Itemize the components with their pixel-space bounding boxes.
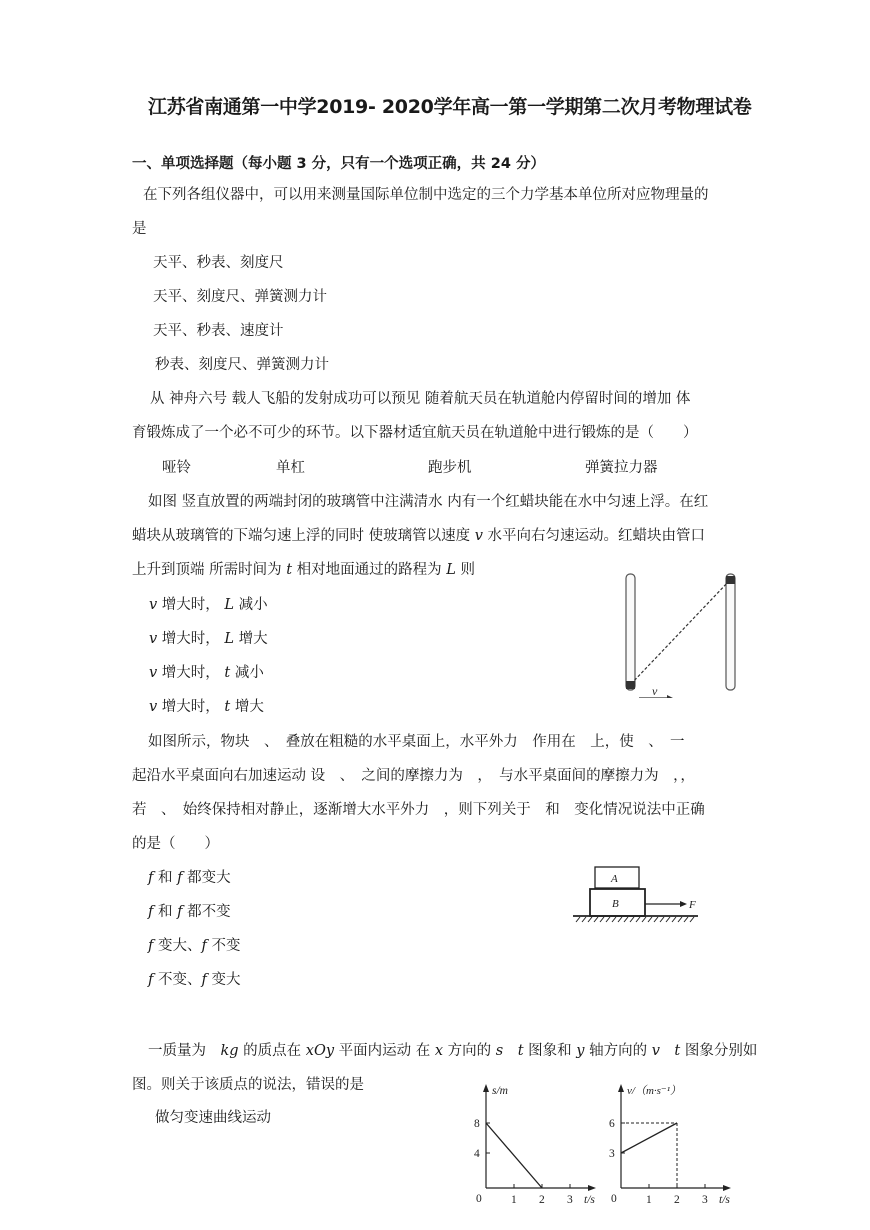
q3-text: 蜡块从玻璃管的下端匀速上浮的同时 使玻璃管以速度	[132, 528, 475, 544]
option-var: f	[201, 972, 207, 988]
q5-text	[503, 1043, 518, 1059]
question-3-line-3	[132, 558, 475, 579]
option-var: v	[149, 665, 158, 681]
q5-text: 轴方向的	[584, 1043, 652, 1059]
q5-var: v	[651, 1043, 660, 1059]
question-4-line-2: 起沿水平桌面向右加速运动 设 、 之间的摩擦力为 ， 与水平桌面间的摩擦力为 ，，	[132, 768, 695, 784]
x-tick-label: 1	[511, 1194, 517, 1205]
force-arrowhead	[680, 901, 687, 907]
option-text: 减小	[234, 597, 268, 613]
option-text: 和	[153, 870, 178, 886]
q5-var: xOy	[305, 1043, 335, 1059]
option-var: v	[149, 597, 158, 613]
q5-text: 平面内运动 在	[334, 1043, 435, 1059]
x-axis-label: t/s	[584, 1194, 595, 1205]
question-1-line-2: 是	[132, 221, 147, 237]
option-var: f	[177, 870, 183, 886]
option-text: 增大时，	[157, 597, 220, 613]
x-tick-label: 2	[674, 1194, 680, 1205]
option-text: 都不变	[182, 904, 231, 920]
q3-var-v: v	[474, 528, 483, 544]
question-3-option-d	[149, 695, 264, 716]
ground-hatching	[576, 917, 694, 922]
y-axis-label: s/m	[492, 1085, 508, 1097]
v-t-line	[621, 1123, 677, 1153]
left-tube-cap	[626, 681, 635, 689]
option-var: L	[224, 631, 235, 647]
option-var: v	[149, 631, 158, 647]
question-4-option-c	[148, 934, 240, 955]
question-1-option-b: 天平、刻度尺、弹簧测力计	[153, 289, 327, 305]
option-text: 变大	[206, 972, 241, 988]
q5-text: 图象分别如	[680, 1043, 758, 1059]
question-4-option-a	[148, 866, 231, 887]
question-2-option-a: 哑铃	[162, 460, 191, 476]
y-axis-arrow	[483, 1084, 489, 1092]
block-b-label: B	[612, 898, 619, 910]
q5-var: s	[495, 1043, 504, 1059]
option-text: 变大、	[153, 938, 202, 954]
left-tube	[626, 574, 635, 690]
y-axis-label: v/（m·s⁻¹）	[627, 1085, 682, 1097]
trajectory-line	[631, 580, 730, 684]
y-axis-arrow	[618, 1084, 624, 1092]
option-var: f	[177, 904, 183, 920]
q5-var: x	[434, 1043, 444, 1059]
origin-label: 0	[476, 1193, 482, 1205]
question-1-option-a: 天平、秒表、刻度尺	[153, 255, 284, 271]
velocity-arrowhead	[667, 695, 673, 698]
q3-var-t: t	[286, 562, 293, 578]
x-axis-label: t/s	[719, 1194, 730, 1205]
q5-var: t	[517, 1043, 524, 1059]
q3-text: 相对地面通过的路程为	[292, 562, 447, 578]
option-var: t	[224, 699, 231, 715]
option-text: 减小	[230, 665, 264, 681]
question-2-option-c: 跑步机	[428, 460, 472, 476]
q5-text: 一质量为	[148, 1043, 221, 1059]
q3-text: 则	[455, 562, 476, 578]
question-3-line-2	[132, 524, 705, 545]
question-2-line-2: 育锻炼成了一个必不可少的环节。以下器材适宜航天员在轨道舱中进行锻炼的是（ ）	[132, 425, 698, 441]
q5-var: t	[674, 1043, 681, 1059]
question-4-option-d	[148, 968, 240, 989]
q5-var: y	[576, 1043, 585, 1059]
question-5-line-1	[148, 1039, 757, 1060]
option-var: f	[148, 938, 154, 954]
option-text: 增大时，	[157, 665, 220, 681]
y-tick-label: 6	[609, 1118, 615, 1130]
x-axis-arrow	[588, 1185, 596, 1191]
question-5-line-2: 图。则关于该质点的说法，错误的是	[132, 1077, 364, 1093]
right-tube-cap	[726, 576, 735, 584]
question-2-option-b: 单杠	[276, 460, 305, 476]
option-var: f	[148, 870, 154, 886]
origin-label: 0	[611, 1193, 617, 1205]
block-a-label: A	[611, 873, 618, 885]
option-text: 不变	[206, 938, 241, 954]
q5-text: 方向的	[443, 1043, 496, 1059]
q5-unit: kg	[220, 1043, 239, 1059]
right-tube	[726, 574, 735, 690]
x-axis-arrow	[723, 1185, 731, 1191]
option-var: t	[224, 665, 231, 681]
question-2-option-d: 弹簧拉力器	[585, 460, 658, 476]
q5-text	[660, 1043, 675, 1059]
question-1-option-d: 秒表、刻度尺、弹簧测力计	[155, 357, 329, 373]
option-text: 增大	[230, 699, 264, 715]
question-4-line-4: 的是（ ）	[132, 836, 219, 852]
question-2-line-1: 从 神舟六号 载人飞船的发射成功可以预见 随着航天员在轨道舱内停留时间的增加 体	[150, 391, 691, 407]
blocks-figure	[570, 862, 705, 927]
question-4-line-3: 若 、 始终保持相对静止，逐渐增大水平外力 ，则下列关于 和 变化情况说法中正确	[132, 802, 705, 818]
option-text: 增大时，	[157, 631, 220, 647]
page-title: 江苏省南通第一中学2019- 2020学年高一第一学期第二次月考物理试卷	[148, 96, 752, 118]
option-var: v	[149, 699, 158, 715]
question-3-option-c	[149, 661, 264, 682]
option-var: L	[224, 597, 235, 613]
option-text: 和	[153, 904, 178, 920]
y-tick-label: 3	[609, 1148, 615, 1160]
y-tick-label: 4	[474, 1148, 480, 1160]
question-3-option-b	[149, 627, 268, 648]
question-1-option-c: 天平、秒表、速度计	[153, 323, 284, 339]
q3-text: 水平向右匀速运动。红蜡块由管口	[482, 528, 706, 544]
x-tick-label: 3	[702, 1194, 708, 1205]
y-tick-label: 8	[474, 1118, 480, 1130]
q5-text: 的质点在	[238, 1043, 306, 1059]
option-var: f	[201, 938, 207, 954]
option-text: 不变、	[153, 972, 202, 988]
option-text: 增大时，	[157, 699, 220, 715]
velocity-label: v	[652, 684, 658, 698]
s-t-line	[486, 1123, 542, 1188]
question-4-option-b	[148, 900, 231, 921]
v-t-graph	[605, 1080, 745, 1205]
section-heading: 一、单项选择题（每小题 3 分，只有一个选项正确，共 24 分）	[132, 156, 545, 172]
s-t-graph	[470, 1080, 610, 1205]
x-tick-label: 3	[567, 1194, 573, 1205]
q5-text: 图象和	[523, 1043, 577, 1059]
question-3-option-a	[149, 593, 268, 614]
option-var: f	[148, 972, 154, 988]
q3-text: 上升到顶端 所需时间为	[132, 562, 287, 578]
q3-var-L: L	[446, 562, 456, 578]
force-label: F	[689, 899, 696, 911]
x-tick-label: 2	[539, 1194, 545, 1205]
option-text: 增大	[234, 631, 268, 647]
glass-tube-figure	[615, 568, 745, 698]
option-var: f	[148, 904, 154, 920]
question-4-line-1: 如图所示，物块 、 叠放在粗糙的水平桌面上，水平外力 作用在 上，使 、 一	[148, 734, 685, 750]
x-tick-label: 1	[646, 1194, 652, 1205]
question-5-option-a: 做匀变速曲线运动	[155, 1110, 271, 1126]
option-text: 都变大	[182, 870, 231, 886]
question-3-line-1: 如图 竖直放置的两端封闭的玻璃管中注满清水 内有一个红蜡块能在水中匀速上浮。在红	[148, 494, 709, 510]
question-1-line-1: 在下列各组仪器中，可以用来测量国际单位制中选定的三个力学基本单位所对应物理量的	[143, 187, 709, 203]
